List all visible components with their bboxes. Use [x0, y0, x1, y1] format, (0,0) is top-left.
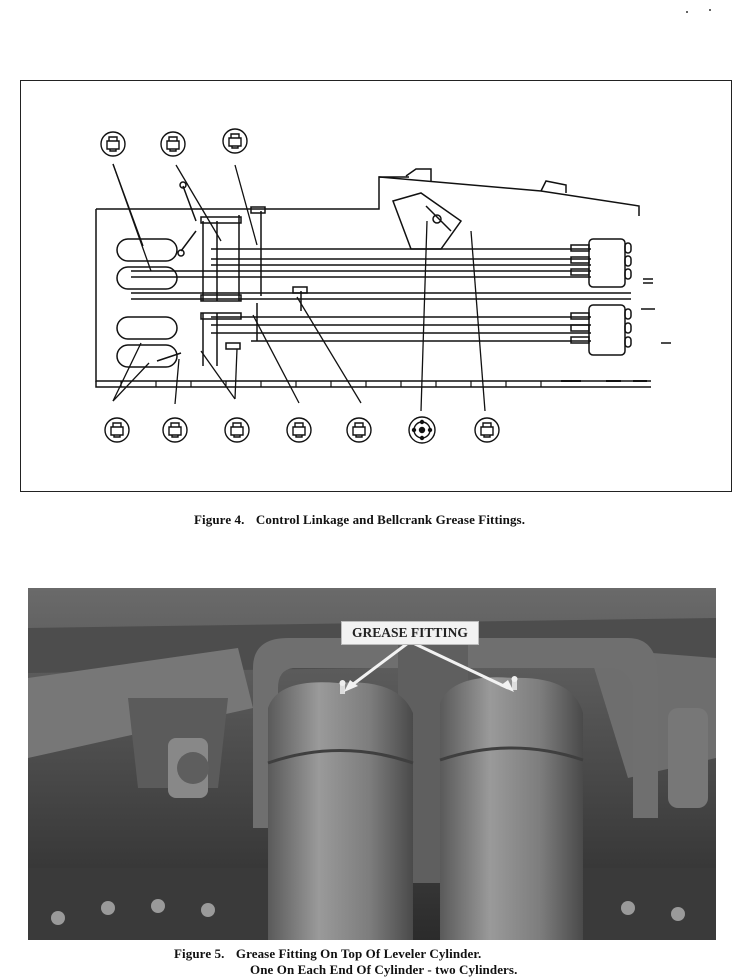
grease-fitting-icon	[101, 132, 125, 156]
grease-fitting-icon	[223, 129, 247, 153]
scan-dot	[709, 9, 711, 11]
figure-4-caption	[194, 512, 525, 528]
grease-fitting-callout: GREASE FITTING	[341, 621, 479, 645]
grease-fitting-icon	[161, 132, 185, 156]
figure-5-photo	[28, 588, 716, 940]
figure-5-caption-line1: Grease Fitting On Top Of Leveler Cylinder.	[235, 946, 482, 961]
grease-fitting-icon	[105, 418, 129, 442]
figure-4-diagram	[20, 80, 732, 492]
grease-fitting-icon	[163, 418, 187, 442]
figure-4-caption-text: Control Linkage and Bellcrank Grease Fittings.	[255, 512, 526, 527]
figure-5-number: Figure 5.	[174, 946, 225, 961]
figure-5-caption-line2: One On Each End Of Cylinder - two Cylinders.	[250, 962, 518, 977]
figure-5-caption	[174, 946, 517, 978]
grease-fitting-icon	[287, 418, 311, 442]
scan-dot	[686, 11, 688, 13]
figure-4-number: Figure 4.	[194, 512, 245, 527]
grease-fitting-icon	[475, 418, 499, 442]
grease-fitting-icon	[225, 418, 249, 442]
bearing-icon	[409, 417, 435, 443]
grease-fitting-icon	[347, 418, 371, 442]
